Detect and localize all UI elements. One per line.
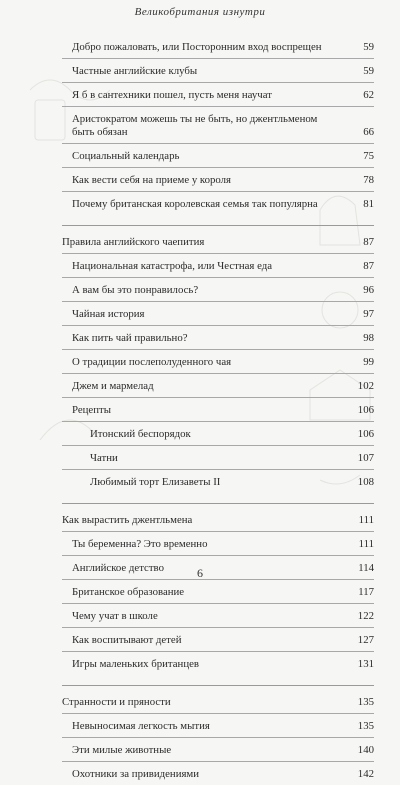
entry-page-number: 111: [358, 513, 374, 526]
toc-entry[interactable]: [62, 35, 374, 59]
entry-title: О традиции послеполуденного чая: [72, 355, 232, 368]
entry-page-number: 117: [358, 585, 374, 598]
entry-title: Правила английского чаепития: [62, 235, 205, 248]
toc-entry[interactable]: [62, 374, 374, 398]
toc-entry[interactable]: [62, 83, 374, 107]
toc-entry[interactable]: [62, 192, 374, 215]
toc-entry[interactable]: [62, 302, 374, 326]
entry-title: Любимый торт Елизаветы II: [90, 475, 221, 488]
entry-page-number: 78: [363, 173, 374, 186]
toc-chapter-entry[interactable]: [62, 230, 374, 254]
page-number: 6: [197, 566, 203, 580]
toc-entry[interactable]: [62, 398, 374, 422]
entry-page-number: 135: [357, 719, 374, 732]
toc-entry[interactable]: [62, 580, 374, 604]
toc-entry[interactable]: [62, 604, 374, 628]
toc-section: [62, 675, 374, 785]
entry-page-number: 106: [357, 403, 374, 416]
entry-title: Джем и мармелад: [72, 379, 154, 392]
entry-title: Как вырастить джентльмена: [62, 513, 193, 526]
entry-title: Как пить чай правильно?: [72, 331, 188, 344]
toc-entry[interactable]: [62, 59, 374, 83]
entry-title: Аристократом можешь ты не быть, но джентльменом быть обязан: [72, 112, 318, 138]
toc-chapter-entry[interactable]: [62, 508, 374, 532]
toc-entry[interactable]: [62, 350, 374, 374]
entry-page-number: 107: [357, 451, 374, 464]
toc-entry[interactable]: [62, 168, 374, 192]
toc-entry[interactable]: [62, 278, 374, 302]
entry-title: Частные английские клубы: [72, 64, 198, 77]
entry-page-number: 59: [363, 40, 374, 53]
toc-entry[interactable]: [62, 470, 374, 493]
table-of-contents: [62, 35, 374, 785]
entry-page-number: 122: [357, 609, 374, 622]
entry-title: Эти милые животные: [72, 743, 172, 756]
toc-section: [62, 215, 374, 493]
entry-title: Рецепты: [72, 403, 111, 416]
entry-title: А вам бы это понравилось?: [72, 283, 199, 296]
entry-page-number: 140: [357, 743, 374, 756]
entry-page-number: 98: [363, 331, 374, 344]
entry-page-number: 142: [357, 767, 374, 780]
entry-page-number: 75: [363, 149, 374, 162]
toc-section: [62, 493, 374, 675]
entry-title: Почему британская королевская семья так популярна: [72, 197, 318, 210]
entry-page-number: 102: [357, 379, 374, 392]
entry-page-number: 59: [363, 64, 374, 77]
entry-title: Охотники за привидениями: [72, 767, 200, 780]
toc-entry[interactable]: [62, 628, 374, 652]
entry-title: Странности и пряности: [62, 695, 171, 708]
entry-page-number: 97: [363, 307, 374, 320]
entry-page-number: 131: [357, 657, 374, 670]
entry-title: Невыносимая легкость мытия: [72, 719, 210, 732]
entry-title: Чатни: [90, 451, 118, 464]
entry-title: Чему учат в школе: [72, 609, 158, 622]
entry-title: Ты беременна? Это временно: [72, 537, 208, 550]
toc-entry[interactable]: [62, 144, 374, 168]
section-divider: [62, 493, 374, 504]
entry-page-number: 127: [357, 633, 374, 646]
entry-title: Как вести себя на приеме у короля: [72, 173, 232, 186]
entry-title: Социальный календарь: [72, 149, 180, 162]
entry-page-number: 87: [363, 259, 374, 272]
section-divider: [62, 215, 374, 226]
section-divider: [62, 675, 374, 686]
toc-entry[interactable]: [62, 422, 374, 446]
entry-page-number: 96: [363, 283, 374, 296]
toc-entry[interactable]: [62, 446, 374, 470]
entry-page-number: 99: [363, 355, 374, 368]
toc-entry[interactable]: [62, 738, 374, 762]
entry-title: Английское детство: [72, 561, 164, 574]
toc-chapter-entry[interactable]: [62, 690, 374, 714]
entry-page-number: 111: [358, 537, 374, 550]
toc-entry[interactable]: [62, 254, 374, 278]
entry-page-number: 108: [357, 475, 374, 488]
toc-entry[interactable]: [62, 107, 374, 144]
entry-title: Национальная катастрофа, или Честная еда: [72, 259, 273, 272]
entry-page-number: 106: [357, 427, 374, 440]
entry-title: Я б в сантехники пошел, пусть меня научат: [72, 88, 272, 101]
entry-page-number: 66: [363, 125, 374, 138]
entry-title: Игры маленьких британцев: [72, 657, 199, 670]
entry-page-number: 81: [363, 197, 374, 210]
toc-entry[interactable]: [62, 652, 374, 675]
toc-entry[interactable]: [62, 326, 374, 350]
toc-entry[interactable]: [62, 532, 374, 556]
entry-title: Добро пожаловать, или Посторонним вход воспрещен: [72, 40, 322, 53]
entry-title: Как воспитывают детей: [72, 633, 182, 646]
toc-entry[interactable]: [62, 714, 374, 738]
entry-page-number: 62: [363, 88, 374, 101]
running-header: Великобритания изнутри: [134, 6, 266, 18]
entry-page-number: 135: [357, 695, 374, 708]
toc-entry[interactable]: [62, 762, 374, 785]
entry-page-number: 87: [363, 235, 374, 248]
entry-title: Британское образование: [72, 585, 185, 598]
entry-title: Чайная история: [72, 307, 145, 320]
entry-page-number: 114: [358, 561, 374, 574]
entry-title: Итонский беспорядок: [90, 427, 191, 440]
toc-section: [62, 35, 374, 215]
